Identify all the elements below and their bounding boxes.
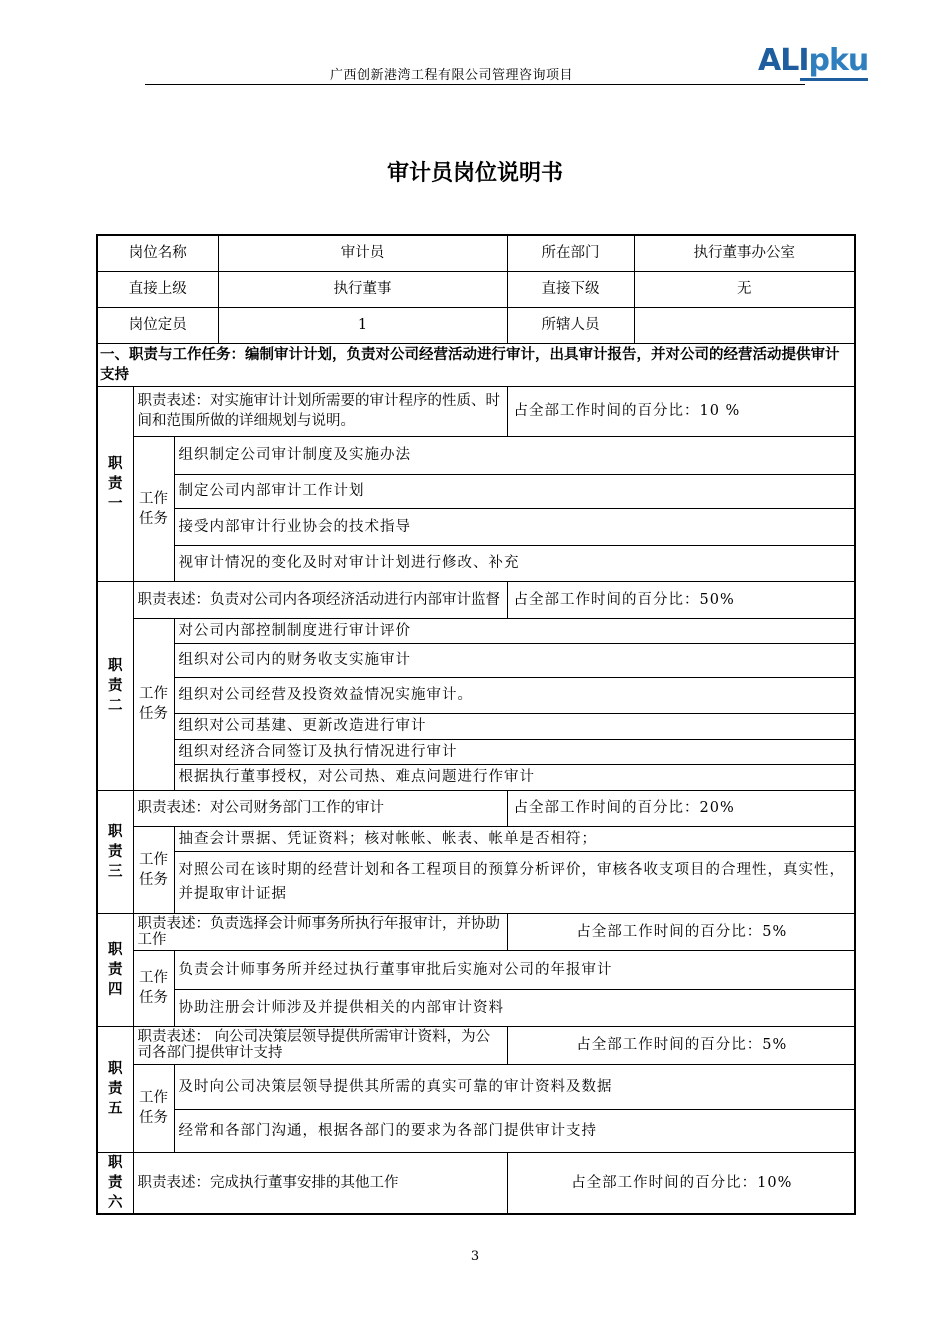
duty-6-desc: 职责表述：完成执行董事安排的其他工作 <box>133 1152 507 1214</box>
duty-3-name: 职 责 三 <box>97 790 133 913</box>
duty-5-task-row <box>97 1064 855 1109</box>
subordinate-value: 无 <box>634 271 855 307</box>
duty-4-task-row <box>97 989 855 1026</box>
duty-1-task-row <box>97 474 855 508</box>
duty-4-task-label: 工作 任务 <box>133 950 174 1026</box>
duty-2-desc-row <box>97 581 855 618</box>
duty-1-task-4: 视审计情况的变化及时对审计计划进行修改、补充 <box>174 545 855 581</box>
duty-5-task-1: 及时向公司决策层领导提供其所需的真实可靠的审计资料及数据 <box>174 1064 855 1109</box>
duty-3-task-row <box>97 826 855 851</box>
logo-main: ALI <box>758 43 809 78</box>
duty-1-pct: 占全部工作时间的百分比：10 % <box>507 386 855 436</box>
duty-6-desc-row <box>97 1152 855 1214</box>
quota-label: 岗位定员 <box>97 307 218 343</box>
duty-5-task-label: 工作 任务 <box>133 1064 174 1152</box>
duty-2-task-row <box>97 643 855 677</box>
post-name-label: 岗位名称 <box>97 235 218 271</box>
duty-2-task-6: 根据执行董事授权，对公司热、难点问题进行作审计 <box>174 764 855 790</box>
duty-1-task-label: 工作 任务 <box>133 436 174 581</box>
duty-1-task-2: 制定公司内部审计工作计划 <box>174 474 855 508</box>
quota-value: 1 <box>218 307 507 343</box>
duty-3-task-2: 对照公司在该时期的经营计划和各工程项目的预算分析评价，审核各收支项目的合理性，真实性，并提取审计证据 <box>174 851 855 913</box>
duty-2-task-5: 组织对经济合同签订及执行情况进行审计 <box>174 739 855 764</box>
header-rule <box>145 84 805 85</box>
duty-5-desc: 职责表述： 向公司决策层领导提供所需审计资料，为公司各部门提供审计支持 <box>133 1026 507 1064</box>
duty-5-pct: 占全部工作时间的百分比：5% <box>507 1026 855 1064</box>
dept-label: 所在部门 <box>507 235 634 271</box>
superior-label: 直接上级 <box>97 271 218 307</box>
job-description-table <box>96 234 856 1215</box>
duty-1-name: 职 责 一 <box>97 386 133 581</box>
basic-row-3 <box>97 307 855 343</box>
duty-3-desc-row <box>97 790 855 826</box>
duty-3-desc: 职责表述：对公司财务部门工作的审计 <box>133 790 507 826</box>
duty-2-name: 职 责 二 <box>97 581 133 790</box>
subordinate-label: 直接下级 <box>507 271 634 307</box>
duty-1-task-row <box>97 508 855 545</box>
header-company-line: 广西创新港湾工程有限公司管理咨询项目 <box>330 68 574 83</box>
duty-5-task-2: 经常和各部门沟通，根据各部门的要求为各部门提供审计支持 <box>174 1109 855 1152</box>
duty-2-task-row <box>97 764 855 790</box>
duty-2-desc: 职责表述：负责对公司内各项经济活动进行内部审计监督 <box>133 581 507 618</box>
duty-3-task-row <box>97 851 855 913</box>
duty-1-task-row <box>97 436 855 474</box>
duty-1-task-1: 组织制定公司审计制度及实施办法 <box>174 436 855 474</box>
logo-tail: pku <box>808 43 869 78</box>
duty-2-task-4: 组织对公司基建、更新改造进行审计 <box>174 713 855 739</box>
dept-value: 执行董事办公室 <box>634 235 855 271</box>
duty-2-task-row <box>97 713 855 739</box>
duty-2-task-row <box>97 677 855 713</box>
duty-5-task-row <box>97 1109 855 1152</box>
duty-1-task-3: 接受内部审计行业协会的技术指导 <box>174 508 855 545</box>
staff-label: 所辖人员 <box>507 307 634 343</box>
duty-1-desc: 职责表述：对实施审计计划所需要的审计程序的性质、时间和范围所做的详细规划与说明。 <box>133 386 507 436</box>
staff-value <box>634 307 855 343</box>
duty-4-desc-row <box>97 913 855 950</box>
post-name-value: 审计员 <box>218 235 507 271</box>
duty-4-pct: 占全部工作时间的百分比：5% <box>507 913 855 950</box>
duty-2-task-row <box>97 739 855 764</box>
duty-4-name: 职 责 四 <box>97 913 133 1026</box>
duty-4-task-2: 协助注册会计师涉及并提供相关的内部审计资料 <box>174 989 855 1026</box>
duty-2-task-2: 组织对公司内的财务收支实施审计 <box>174 643 855 677</box>
duty-2-task-label: 工作 任务 <box>133 618 174 790</box>
section1-title: 一、职责与工作任务：编制审计计划，负责对公司经营活动进行审计，出具审计报告，并对公司的经营活动提供审计支持 <box>97 343 855 386</box>
duty-4-desc: 职责表述：负责选择会计师事务所执行年报审计，并协助工作 <box>133 913 507 950</box>
duty-1-desc-row <box>97 386 855 436</box>
duty-2-task-row <box>97 618 855 643</box>
logo-underline <box>800 78 868 81</box>
section-header-row <box>97 343 855 386</box>
duty-2-task-3: 组织对公司经营及投资效益情况实施审计。 <box>174 677 855 713</box>
duty-3-task-label: 工作 任务 <box>133 826 174 913</box>
duty-3-pct: 占全部工作时间的百分比：20% <box>507 790 855 826</box>
duty-5-name: 职 责 五 <box>97 1026 133 1152</box>
duty-4-task-row <box>97 950 855 989</box>
duty-2-task-1: 对公司内部控制制度进行审计评价 <box>174 618 855 643</box>
page-title: 审计员岗位说明书 <box>386 161 563 186</box>
duty-6-pct: 占全部工作时间的百分比：10% <box>507 1152 855 1214</box>
basic-row-1 <box>97 235 855 271</box>
company-logo <box>758 43 869 78</box>
duty-4-task-1: 负责会计师事务所并经过执行董事审批后实施对公司的年报审计 <box>174 950 855 989</box>
page-number: 3 <box>470 1249 480 1264</box>
duty-5-desc-row <box>97 1026 855 1064</box>
superior-value: 执行董事 <box>218 271 507 307</box>
duty-6-name: 职 责 六 <box>97 1152 133 1214</box>
duty-1-task-row <box>97 545 855 581</box>
duty-3-task-1: 抽查会计票据、凭证资料；核对帐帐、帐表、帐单是否相符； <box>174 826 855 851</box>
basic-row-2 <box>97 271 855 307</box>
duty-2-pct: 占全部工作时间的百分比：50% <box>507 581 855 618</box>
